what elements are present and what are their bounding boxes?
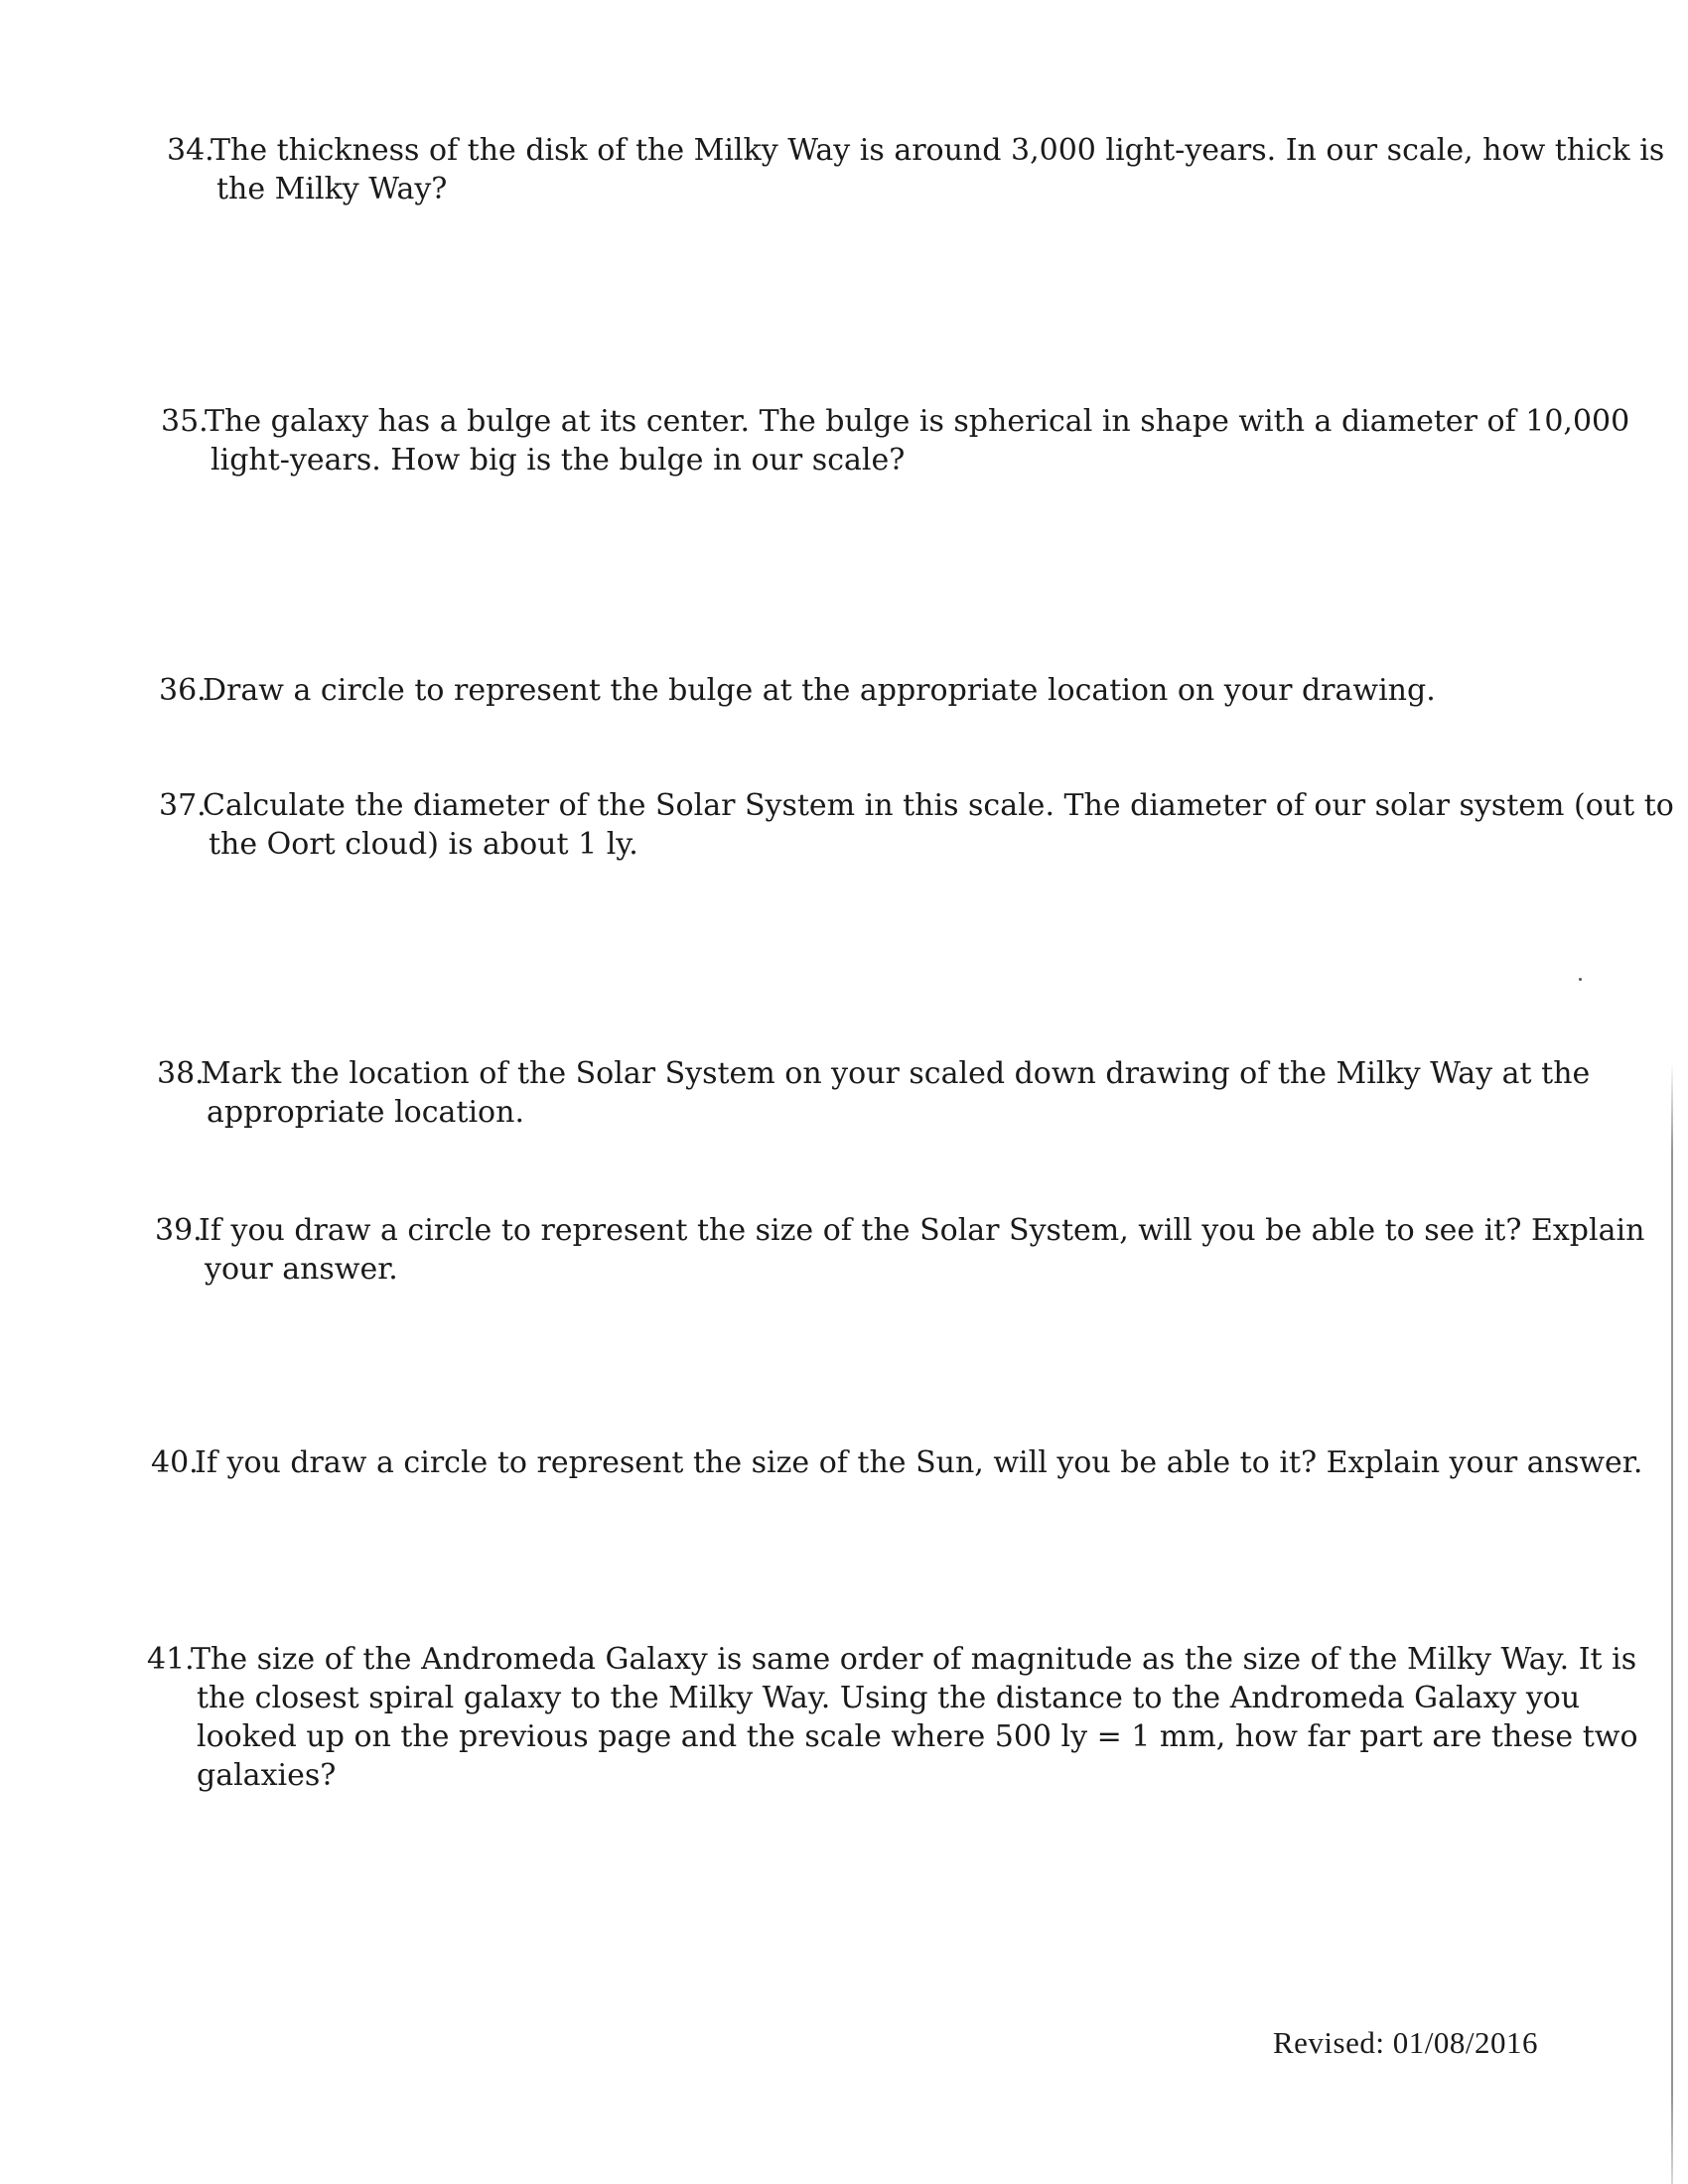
question-35 (161, 402, 1630, 479)
question-38 (157, 1054, 1591, 1132)
question-line: Calculate the diameter of the Solar System in this scale. The diameter of our solar system (out to (203, 788, 1674, 823)
question-text (167, 131, 1665, 208)
scan-edge-line (1671, 1062, 1673, 2184)
question-line: If you draw a circle to represent the size of the Solar System, will you be able to see it? Explain (199, 1213, 1645, 1248)
question-number: 36. (159, 673, 207, 708)
revised-date: Revised: 01/08/2016 (1273, 2025, 1538, 2060)
question-text (151, 1443, 1643, 1482)
question-36 (159, 671, 1569, 710)
question-number: 40. (151, 1445, 199, 1480)
question-line: Draw a circle to represent the bulge at the appropriate location on your drawing. (203, 673, 1436, 708)
question-line: galaxies? (197, 1758, 337, 1793)
question-number: 34. (167, 133, 214, 168)
question-41 (147, 1640, 1638, 1795)
question-line: the Oort cloud) is about 1 ly. (209, 827, 638, 862)
question-line: the closest spiral galaxy to the Milky Way. Using the distance to the Andromeda Galaxy you (197, 1681, 1581, 1715)
question-text (161, 402, 1630, 479)
question-39 (155, 1211, 1645, 1289)
question-40 (151, 1443, 1643, 1482)
question-text (157, 1054, 1591, 1132)
question-number: 41. (147, 1642, 195, 1677)
question-34 (167, 131, 1665, 208)
question-text (159, 786, 1674, 864)
question-line: If you draw a circle to represent the size of the Sun, will you be able to it? Explain your answer. (195, 1445, 1643, 1480)
question-text (147, 1640, 1638, 1795)
question-line: appropriate location. (207, 1095, 524, 1130)
question-number: 35. (161, 404, 209, 439)
question-number: 39. (155, 1213, 203, 1248)
question-line: The thickness of the disk of the Milky Way is around 3,000 light-years. In our scale, how thick is (211, 133, 1665, 168)
question-line: light-years. How big is the bulge in our scale? (211, 443, 906, 478)
question-line: Mark the location of the Solar System on your scaled down drawing of the Milky Way at the (201, 1056, 1591, 1091)
question-text (159, 671, 1569, 710)
question-line: looked up on the previous page and the scale where 500 ly = 1 mm, how far part are these two (197, 1719, 1638, 1754)
question-number: 38. (157, 1056, 205, 1091)
question-line: The galaxy has a bulge at its center. The bulge is spherical in shape with a diameter of 10,000 (205, 404, 1630, 439)
scan-speck (1579, 978, 1582, 981)
question-37 (159, 786, 1674, 864)
question-text (155, 1211, 1645, 1289)
question-line: The size of the Andromeda Galaxy is same order of magnitude as the size of the Milky Way. It is (191, 1642, 1637, 1677)
question-line: the Milky Way? (216, 172, 448, 206)
question-line: your answer. (205, 1252, 398, 1287)
question-number: 37. (159, 788, 207, 823)
